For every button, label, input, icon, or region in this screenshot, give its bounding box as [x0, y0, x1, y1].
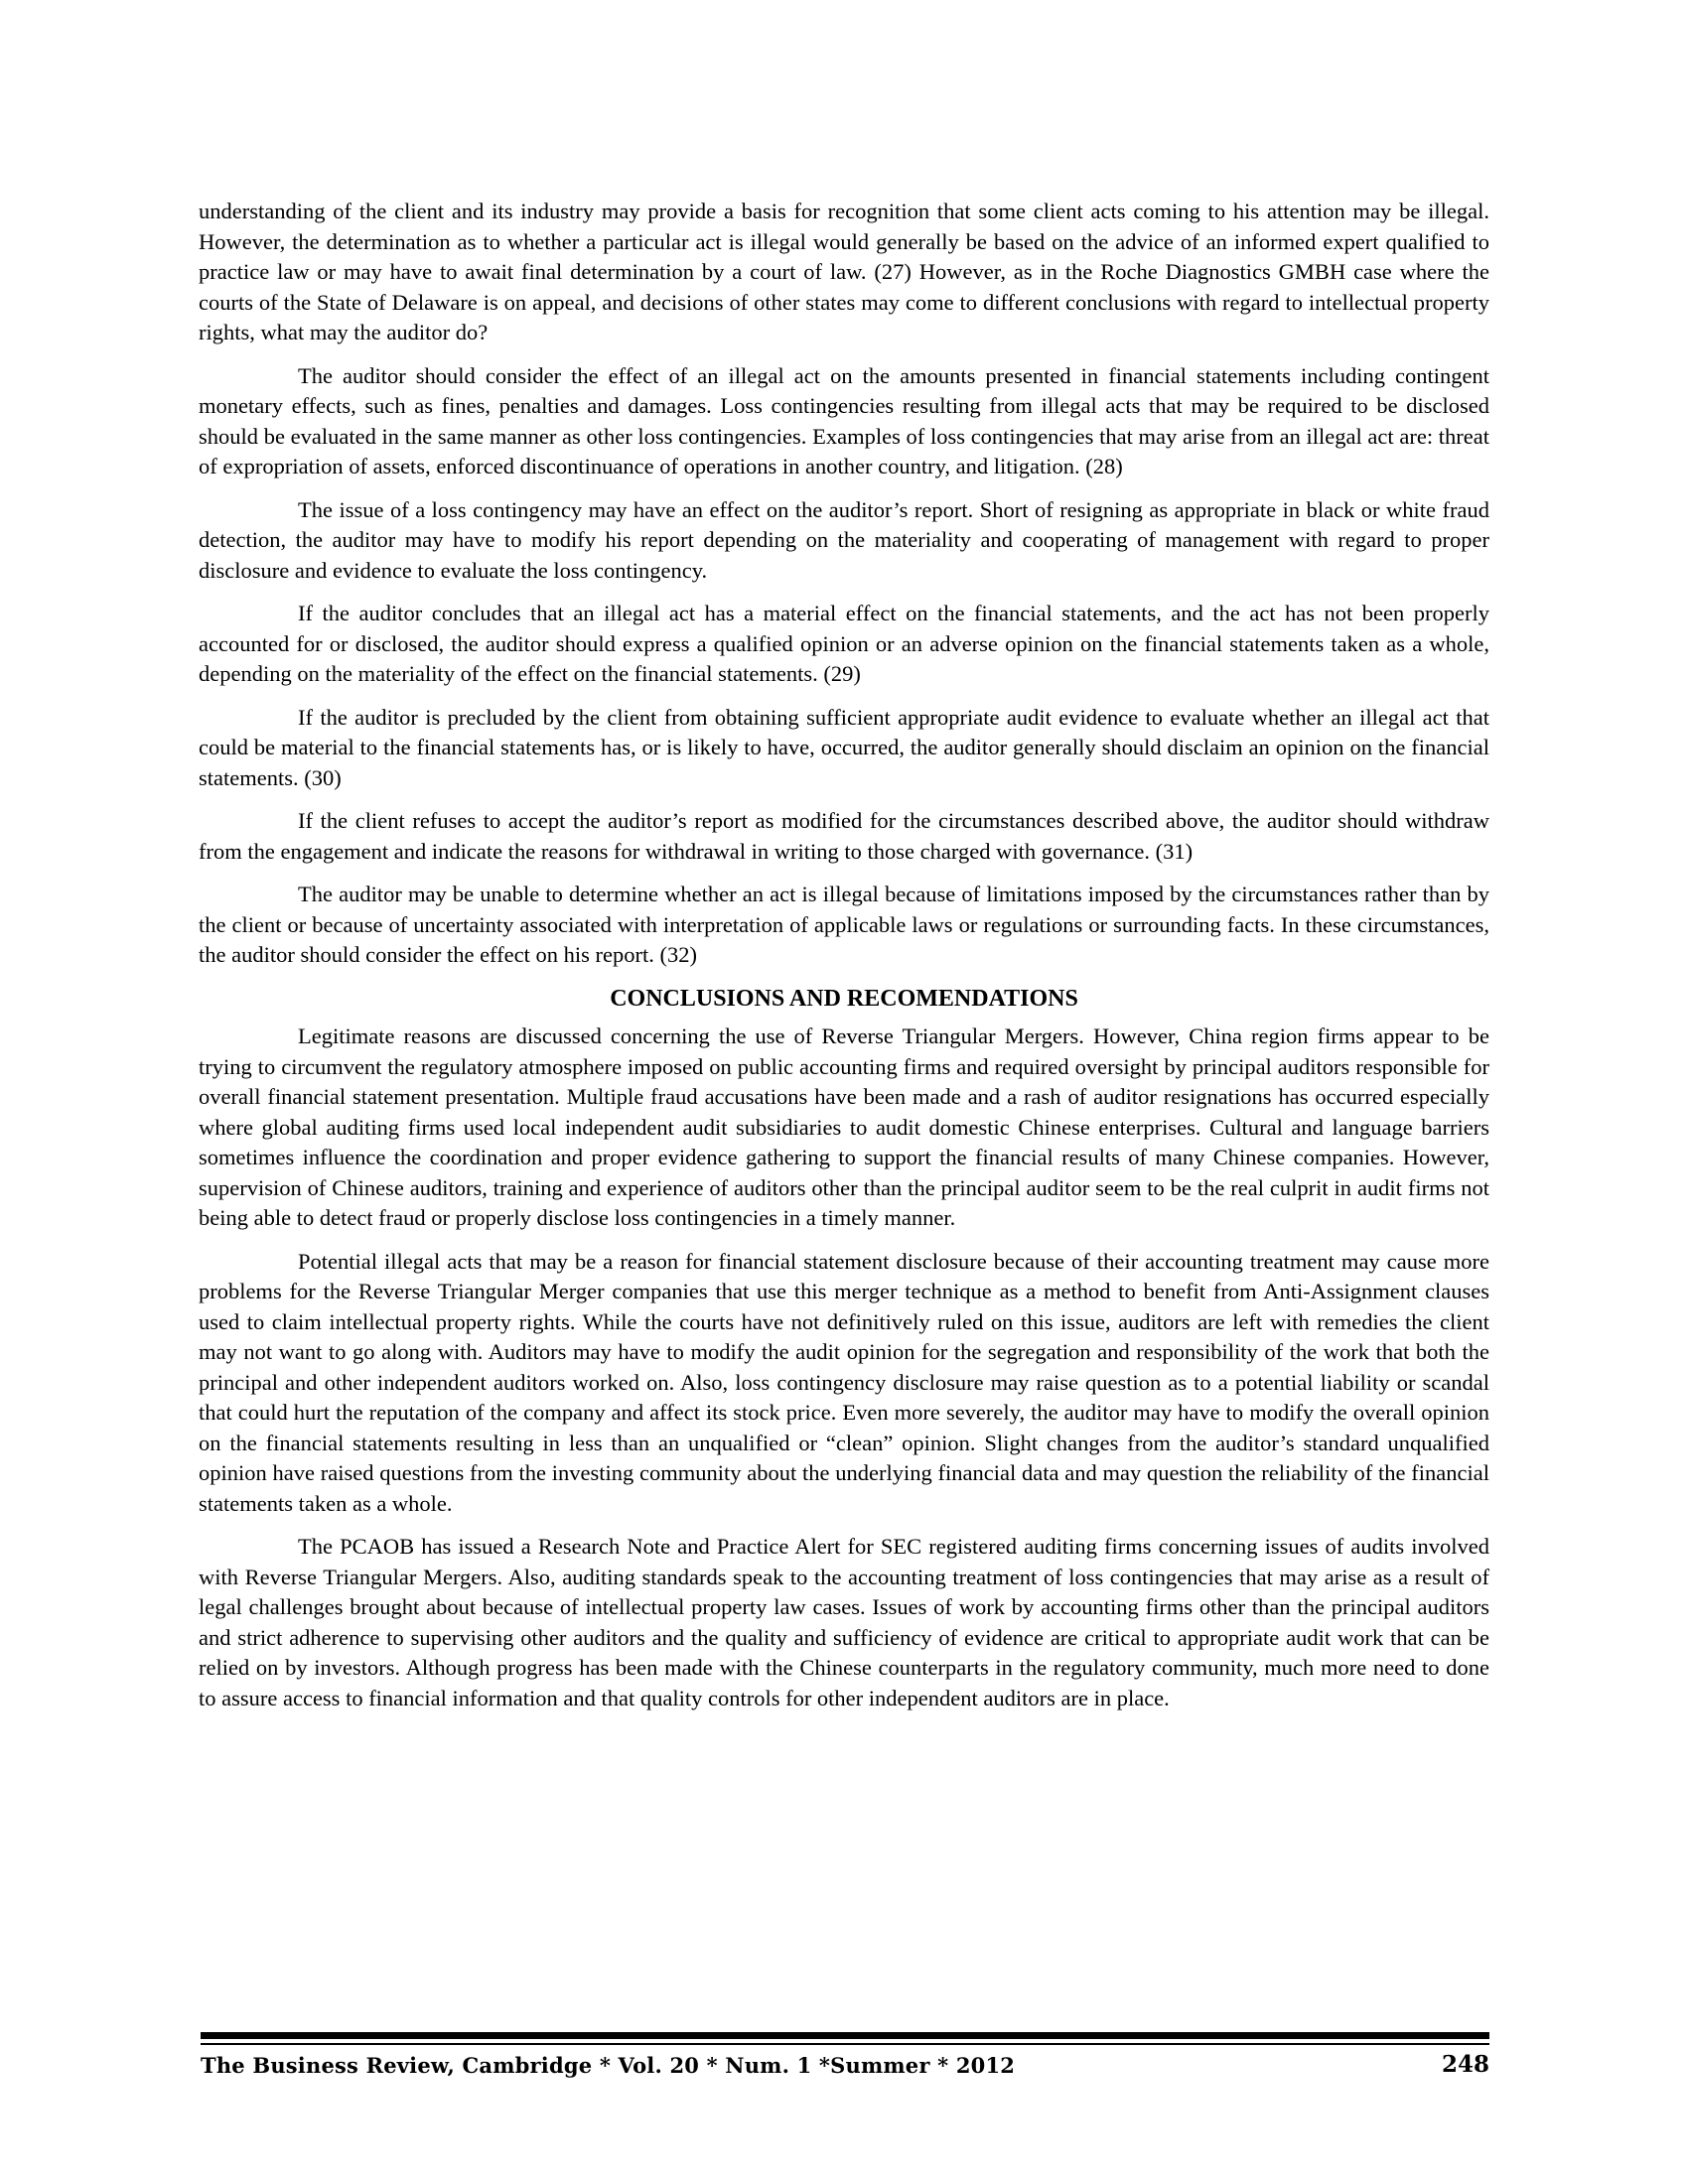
footer-rule-thin	[201, 2043, 1489, 2045]
footer-rule-thick	[201, 2032, 1489, 2039]
paragraph: If the client refuses to accept the auditor’s report as modified for the circumstances described above, the auditor should withdraw from the engagement and indicate the reasons for withdrawal in writing to those charged with governance. (31)	[199, 808, 1489, 864]
footer-journal: The Business Review, Cambridge * Vol. 20 * Num. 1 *Summer * 2012	[201, 2053, 1016, 2078]
paragraph: If the auditor is precluded by the client from obtaining sufficient appropriate audit evidence to evaluate whether an illegal act that could be material to the financial statements has, or is likely to have, occurred, the auditor generally should disclaim an opinion on the financial statements. (30)	[199, 704, 1489, 790]
paragraph: The issue of a loss contingency may have an effect on the auditor’s report. Short of resigning as appropriate in black or white fraud detection, the auditor may have to modify his report depending on the materiality and cooperating of management with regard to proper disclosure and evidence to evaluate the loss contingency.	[199, 496, 1489, 583]
body-text	[199, 197, 1489, 1726]
paragraph: The auditor may be unable to determine whether an act is illegal because of limitations imposed by the circumstances rather than by the client or because of uncertainty associated with interpretation of applicable laws or regulations or surrounding facts. In these circumstances, the auditor should consider the effect on his report. (32)	[199, 882, 1489, 967]
paragraph: If the auditor concludes that an illegal act has a material effect on the financial statements, and the act has not been properly accounted for or disclosed, the auditor should express a qualified opinion or an adverse opinion on the financial statements taken as a whole, depending on the materiality of the effect on the financial statements. (29)	[199, 601, 1489, 686]
paragraph: The PCAOB has issued a Research Note and Practice Alert for SEC registered auditing firms concerning issues of audits involved with Reverse Triangular Mergers. Also, auditing standards speak to the accounting treatment of loss contingencies that may arise as a result of legal challenges brought about because of intellectual property law cases. Issues of work by accounting firms other than the principal auditors and strict adherence to supervising other auditors and the quality and sufficiency of evidence are critical to appropriate audit work that can be relied on by investors. Although progress has been made with the Chinese counterparts in the regulatory community, much more need to done to assure access to financial information and that quality controls for other independent auditors are in place.	[199, 1534, 1489, 1710]
paragraph: Potential illegal acts that may be a reason for financial statement disclosure because of their accounting treatment may cause more problems for the Reverse Triangular Merger companies that use this merger technique as a method to benefit from Anti-Assignment clauses used to claim intellectual property rights. While the courts have not definitively ruled on this issue, auditors are left with remedies the client may not want to go along with. Auditors may have to modify the audit opinion for the segregation and responsibility of the work that both the principal and other independent auditors worked on. Also, loss contingency disclosure may raise question as to a potential liability or scandal that could hurt the reputation of the company and affect its stock price. Even more severely, the auditor may have to modify the overall opinion on the financial statements resulting in less than an unqualified or “clean” opinion. Slight changes from the auditor’s standard unqualified opinion have raised questions from the investing community about the underlying financial data and may question the reliability of the financial statements taken as a whole.	[199, 1248, 1489, 1516]
paragraph: understanding of the client and its industry may provide a basis for recognition that some client acts coming to his attention may be illegal. However, the determination as to whether a particular act is illegal would generally be based on the advice of an informed expert qualified to practice law or may have to await final determination by a court of law. (27) However, as in the Roche Diagnostics GMBH case where the courts of the State of Delaware is on appeal, and decisions of other states may come to different conclusions with regard to intellectual property rights, what may the auditor do?	[199, 199, 1489, 344]
paragraph: The auditor should consider the effect of an illegal act on the amounts presented in financial statements including contingent monetary effects, such as fines, penalties and damages. Loss contingencies resulting from illegal acts that may be required to be disclosed should be evaluated in the same manner as other loss contingencies. Examples of loss contingencies that may arise from an illegal act are: threat of expropriation of assets, enforced discontinuance of operations in another country, and litigation. (28)	[199, 362, 1489, 478]
paragraph: Legitimate reasons are discussed concerning the use of Reverse Triangular Mergers. However, China region firms appear to be trying to circumvent the regulatory atmosphere imposed on public accounting firms and required oversight by principal auditors responsible for overall financial statement presentation. Multiple fraud accusations have been made and a rash of auditor resignations has occurred especially where global auditing firms used local independent audit subsidiaries to audit domestic Chinese enterprises. Cultural and language barriers sometimes influence the coordination and proper evidence gathering to support the financial results of many Chinese companies. However, supervision of Chinese auditors, training and experience of auditors other than the principal auditor seem to be the real culprit in audit firms not being able to detect fraud or properly disclose loss contingencies in a timely manner.	[199, 1024, 1489, 1230]
page-number: 248	[1441, 2051, 1489, 2078]
section-heading: CONCLUSIONS AND RECOMENDATIONS	[610, 985, 1078, 1012]
